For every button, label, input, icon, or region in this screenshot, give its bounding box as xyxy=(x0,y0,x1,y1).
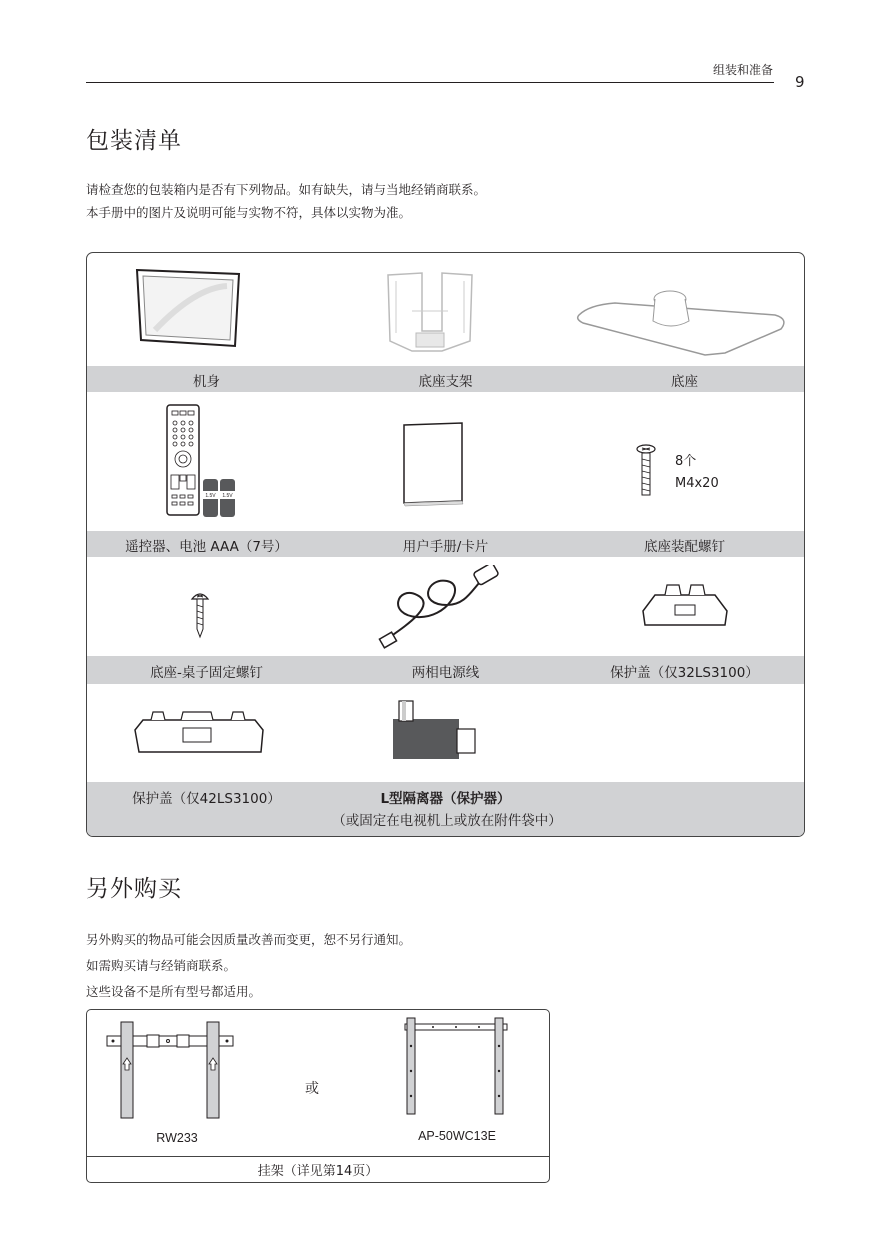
package-intro xyxy=(86,178,486,224)
intro-line-1: 请检查您的包装箱内是否有下列物品。如有缺失，请与当地经销商联系。 xyxy=(86,182,487,197)
wall-mount-rw233-icon xyxy=(105,1020,235,1120)
tv-icon xyxy=(135,268,241,348)
item-label-cover-42: 保护盖（仅42LS3100） xyxy=(132,791,281,807)
screw-icon xyxy=(635,443,657,499)
wall-mount-caption: 挂架（详见第14页） xyxy=(257,1164,379,1179)
optional-intro xyxy=(86,927,411,1005)
item-label-tv: 机身 xyxy=(193,374,220,390)
screw-quantity: 8个 xyxy=(675,454,697,469)
protective-cover-icon xyxy=(639,581,731,633)
item-label-stand-base: 底座 xyxy=(671,374,698,390)
power-cord-icon xyxy=(377,565,507,649)
screw-icon xyxy=(189,591,211,639)
item-label-assembly-screw: 底座装配螺钉 xyxy=(644,539,725,555)
protective-cover-icon xyxy=(131,708,267,760)
item-label-manual: 用户手册/卡片 xyxy=(402,539,489,555)
wall-mount-box xyxy=(86,1009,550,1183)
screw-size: M4x20 xyxy=(675,476,719,491)
battery-label: 1.5V xyxy=(222,493,233,499)
or-text: 或 xyxy=(305,1081,319,1097)
optional-line-1: 另外购买的物品可能会因质量改善而变更，恕不另行通知。 xyxy=(86,932,412,947)
stand-base-icon xyxy=(575,283,791,357)
wall-mount-ap50wc13e-icon xyxy=(403,1016,509,1116)
header-rule xyxy=(86,82,774,83)
item-label-cover-32: 保护盖（仅32LS3100） xyxy=(610,665,759,681)
remote-control-icon xyxy=(165,403,245,519)
page-number: 9 xyxy=(795,73,805,91)
stand-bracket-icon xyxy=(382,271,478,355)
screw-spec xyxy=(675,451,719,495)
item-label-l-isolator-note: （或固定在电视机上或放在附件袋中） xyxy=(332,813,562,829)
optional-line-2: 如需购买请与经销商联系。 xyxy=(86,958,237,973)
model-ap50wc13e: AP-50WC13E xyxy=(418,1129,496,1143)
item-label-table-screw: 底座-桌子固定螺钉 xyxy=(150,665,263,681)
optional-line-3: 这些设备不是所有型号都适用。 xyxy=(86,984,262,999)
item-label-l-isolator: L型隔离器（保护器） xyxy=(380,791,511,807)
item-label-remote: 遥控器、电池 AAA（7号） xyxy=(125,539,288,555)
package-contents-box xyxy=(86,252,805,837)
package-list-heading: 包装清单 xyxy=(86,128,182,154)
manual-icon xyxy=(400,421,466,507)
item-label-power-cord: 两相电源线 xyxy=(411,665,480,681)
item-label-stand-bracket: 底座支架 xyxy=(418,374,473,390)
battery-label: 1.5V xyxy=(205,493,216,499)
caption-divider xyxy=(87,1156,549,1157)
optional-heading: 另外购买 xyxy=(86,876,182,902)
section-title: 组装和准备 xyxy=(712,63,773,77)
model-rw233: RW233 xyxy=(156,1131,198,1145)
l-isolator-icon xyxy=(389,699,479,761)
intro-line-2: 本手册中的图片及说明可能与实物不符，具体以实物为准。 xyxy=(86,205,412,220)
